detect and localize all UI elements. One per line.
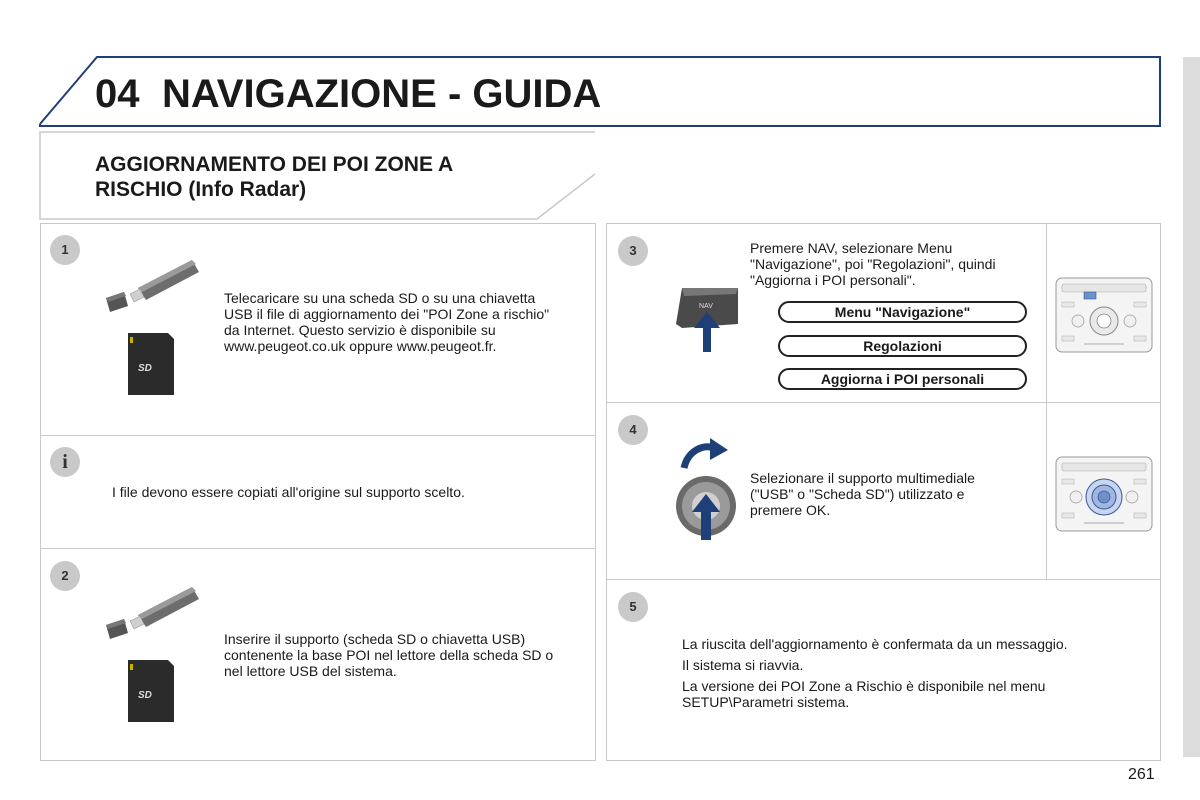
- sd-card-icon: [128, 660, 178, 722]
- regolazioni-item: Regolazioni: [778, 335, 1027, 357]
- section-title: AGGIORNAMENTO DEI POI ZONE A RISCHIO (Info Radar): [95, 153, 453, 201]
- nav-button-label: NAV: [699, 303, 713, 310]
- rotary-knob-press-icon: [670, 436, 750, 546]
- head-unit-nav-icon: [1054, 276, 1154, 354]
- svg-text:SD: SD: [138, 690, 152, 701]
- step-3-text: Premere NAV, selezionare Menu "Navigazione", poi "Regolazioni", quindi "Aggiorna i POI personali".: [750, 240, 996, 288]
- step-2-badge: 2: [50, 561, 80, 591]
- chapter-title: NAVIGAZIONE - GUIDA: [162, 72, 602, 116]
- step-5-line-2: Il sistema si riavvia.: [682, 657, 804, 673]
- step-5-badge: 5: [618, 592, 648, 622]
- step-4-text: Selezionare il supporto multimediale ("USB" o "Scheda SD") utilizzato e premere OK.: [750, 470, 975, 518]
- usb-stick-icon: [104, 258, 204, 318]
- head-unit-ok-icon: [1054, 455, 1154, 533]
- menu-navigazione-item: Menu "Navigazione": [778, 301, 1027, 323]
- page-edge-strip: [1183, 57, 1200, 757]
- step-2-text: Inserire il supporto (scheda SD o chiavetta USB) contenente la base POI nel lettore della scheda SD o nel lettore USB del sistema.: [224, 631, 554, 679]
- step-3-badge: 3: [618, 236, 648, 266]
- step-1-text: Telecaricare su una scheda SD o su una chiavetta USB il file di aggiornamento dei "POI Zone a rischio" da Internet. Questo servizio è disponibile su www.peugeot.co.uk oppure www.peugeot.fr.: [224, 290, 550, 354]
- aggiorna-poi-item: Aggiorna i POI personali: [778, 368, 1027, 390]
- step-1-badge: 1: [50, 235, 80, 265]
- chapter-header-frame: [0, 0, 1200, 140]
- info-text: I file devono essere copiati all'origine sul supporto scelto.: [112, 484, 465, 500]
- page-number: 261: [1128, 766, 1155, 783]
- svg-text:SD: SD: [138, 363, 152, 374]
- sd-card-icon: [128, 333, 178, 395]
- info-icon: i: [50, 447, 80, 477]
- usb-stick-icon: [104, 585, 204, 645]
- nav-button-press-icon: [672, 284, 744, 356]
- step-4-badge: 4: [618, 415, 648, 445]
- step-5-line-3: La versione dei POI Zone a Rischio è disponibile nel menu SETUP\Parametri sistema.: [682, 678, 1046, 710]
- step-5-line-1: La riuscita dell'aggiornamento è confermata da un messaggio.: [682, 636, 1068, 652]
- chapter-number: 04: [95, 72, 140, 116]
